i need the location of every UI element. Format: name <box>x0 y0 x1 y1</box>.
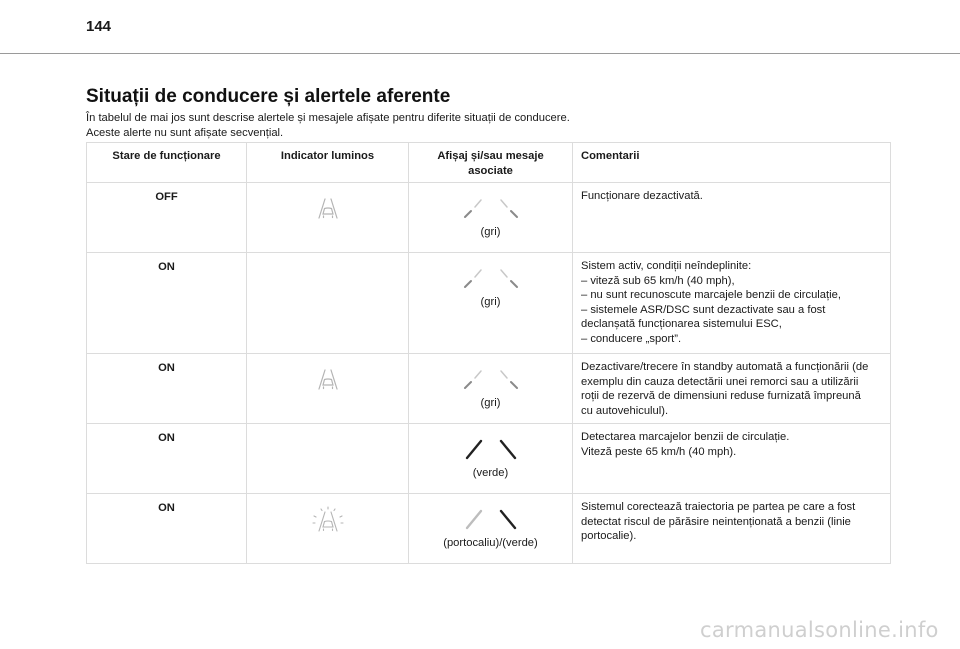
comment-line: portocalie). <box>581 530 637 542</box>
comment-line: cu autovehiculul). <box>581 404 669 417</box>
header-state: Stare de funcționare <box>87 143 247 183</box>
table-row <box>87 424 891 494</box>
comment-line: exemplu din cauza detectării unei remorci sau a utilizării <box>581 375 859 388</box>
comment-cell <box>573 354 891 424</box>
lane-markings-green-icon <box>459 438 523 460</box>
state-cell: ON <box>87 354 247 424</box>
comment-cell <box>573 183 891 253</box>
comment-line: Sistem activ, condiții neîndeplinite: <box>581 260 752 272</box>
header-indicator: Indicator luminos <box>247 143 409 183</box>
comment-line: – viteză sub 65 km/h (40 mph), <box>581 274 735 287</box>
comment-line: roții de rezervă de dimensiuni reduse furnizată împreună <box>581 390 861 402</box>
driving-situations-table <box>86 142 891 564</box>
display-cell <box>409 354 573 424</box>
lane-markings-orange-green-icon <box>459 508 523 530</box>
comment-line: – conducere „sport”. <box>581 332 682 345</box>
header-divider <box>0 53 960 54</box>
lane-markings-grey-icon <box>459 267 523 289</box>
table-row <box>87 183 891 253</box>
page-number: 144 <box>86 18 112 35</box>
comment-cell <box>573 424 891 494</box>
lane-keeping-off-icon <box>313 195 343 221</box>
comment-line: Viteză peste 65 km/h (40 mph). <box>581 445 737 458</box>
display-caption: (verde) <box>472 467 509 479</box>
state-cell: ON <box>87 494 247 564</box>
state-cell: ON <box>87 253 247 354</box>
header-comments: Comentarii <box>573 143 891 183</box>
display-caption: (gri) <box>480 226 501 238</box>
comment-line: Detectarea marcajelor benzii de circulație. <box>581 431 790 443</box>
header-display: Afișaj și/sau mesaje asociate <box>409 143 573 183</box>
indicator-cell <box>247 253 409 354</box>
table-row <box>87 354 891 424</box>
display-cell <box>409 494 573 564</box>
lane-markings-grey-icon <box>459 368 523 390</box>
comment-line: – sistemele ASR/DSC sunt dezactivate sau a fost <box>581 303 826 316</box>
comment-line: detectat riscul de părăsire neintenționată a benzii (linie <box>581 515 851 528</box>
display-cell <box>409 183 573 253</box>
display-cell <box>409 253 573 354</box>
indicator-cell <box>247 494 409 564</box>
lane-keeping-standby-icon <box>313 366 343 392</box>
comment-line: Sistemul corectează traiectoria pe partea pe care a fost <box>581 501 856 513</box>
table-header-row <box>87 143 891 183</box>
intro-line: Aceste alerte nu sunt afișate secvențial. <box>86 126 284 139</box>
indicator-cell <box>247 183 409 253</box>
indicator-cell <box>247 424 409 494</box>
lane-markings-grey-icon <box>459 197 523 219</box>
state-cell: ON <box>87 424 247 494</box>
intro-text <box>86 111 886 140</box>
comment-line: declanșată funcționarea sistemului ESC, <box>581 318 782 330</box>
display-cell <box>409 424 573 494</box>
state-cell: OFF <box>87 183 247 253</box>
table-row <box>87 253 891 354</box>
display-caption: (gri) <box>480 397 501 409</box>
comment-cell <box>573 494 891 564</box>
display-caption: (portocaliu)/(verde) <box>443 537 538 549</box>
watermark: carmanualsonline.info <box>700 618 939 642</box>
comment-line: – nu sunt recunoscute marcajele benzii de circulație, <box>581 289 841 301</box>
comment-cell <box>573 253 891 354</box>
table-row <box>87 494 891 564</box>
display-caption: (gri) <box>480 296 501 308</box>
intro-line: În tabelul de mai jos sunt descrise alertele și mesajele afișate pentru diferite situații de conducere. <box>86 112 570 124</box>
page-title: Situații de conducere și alertele aferente <box>86 86 451 107</box>
lane-keeping-correcting-icon <box>311 506 345 534</box>
indicator-cell <box>247 354 409 424</box>
comment-line: Funcționare dezactivată. <box>581 190 703 202</box>
comment-line: Dezactivare/trecere în standby automată a funcționării (de <box>581 361 869 373</box>
